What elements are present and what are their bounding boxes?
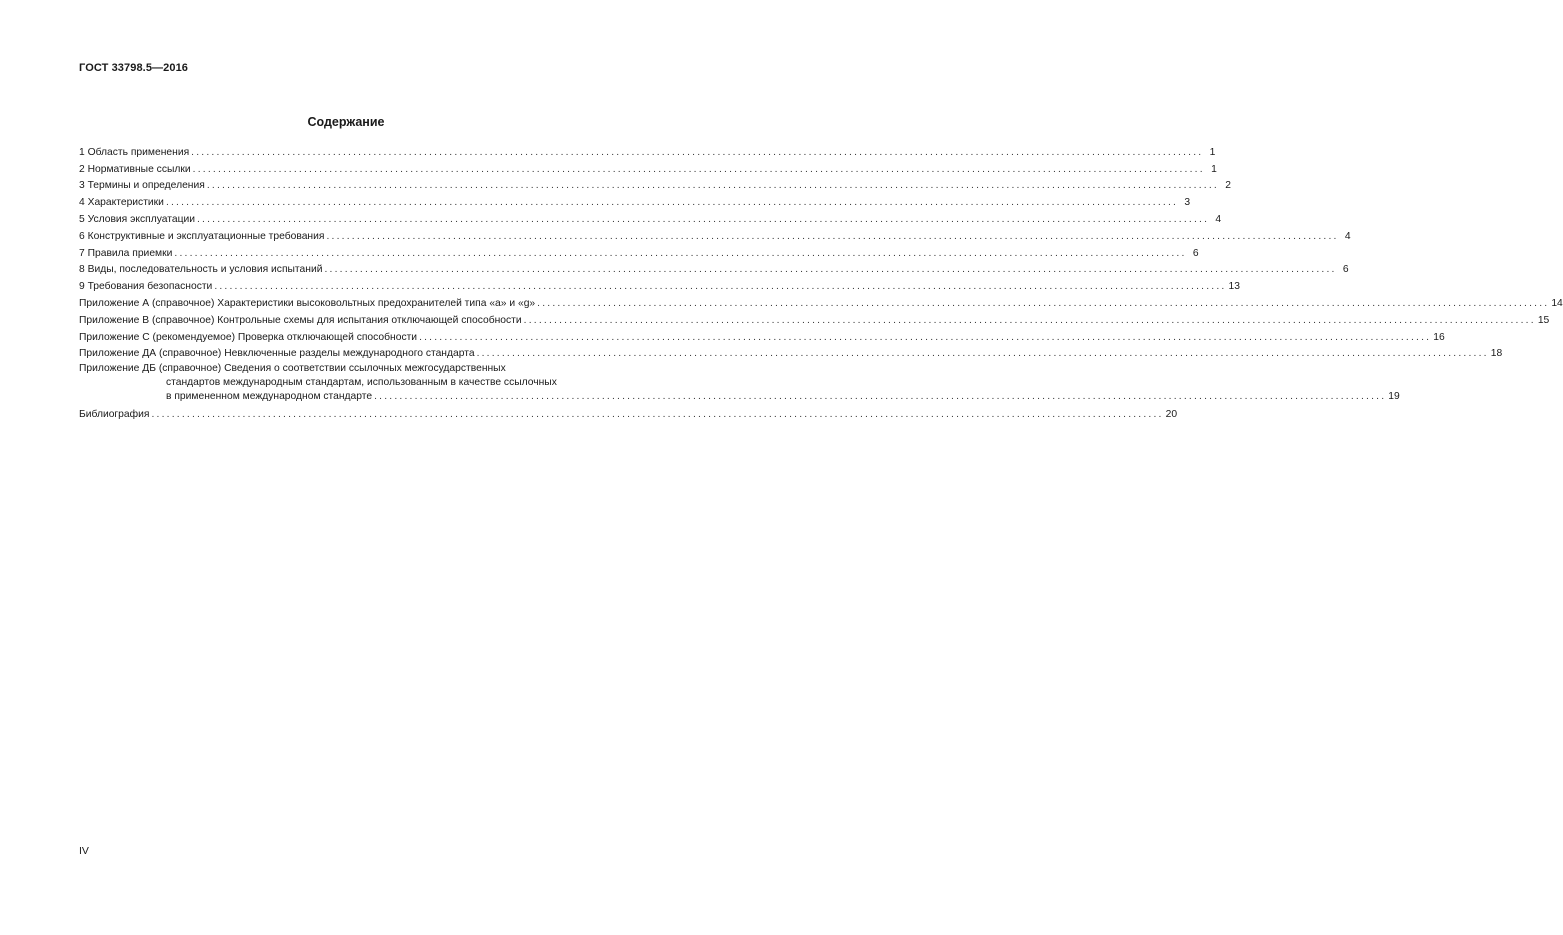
toc-entry-3[interactable] [79, 176, 1231, 193]
toc-entry-label: 5 Условия эксплуатации [79, 213, 195, 225]
toc-entry-5[interactable] [79, 209, 1222, 226]
toc-entry-label: Приложение А (справочное) Характеристики высоковольтных предохранителей типа «а» и «g» [79, 297, 536, 309]
toc-entry-label: 3 Термины и определения [79, 180, 205, 192]
toc-entry-label-line2: стандартов международным стандартам, использованным в качестве ссылочных [166, 376, 557, 388]
leader-dots: ........................................................................................................................................................................................................ [374, 390, 1387, 402]
toc-entry-page: 14 [1551, 297, 1563, 309]
toc-entry-1[interactable] [79, 142, 1216, 159]
toc-entry-appendix-b[interactable] [79, 310, 1550, 327]
leader-dots: ........................................................................................................................................................................................................ [151, 409, 1164, 421]
toc-entry-page: 3 [1184, 197, 1191, 209]
toc-entry-label: 8 Виды, последовательность и условия испытаний [79, 264, 323, 276]
toc-entry-page: 1 [1211, 163, 1217, 175]
toc-entry-appendix-db[interactable] [79, 362, 1400, 402]
leader-dots: ........................................................................................................................................................................................................ [214, 281, 1227, 293]
toc-entry-label: Библиография [79, 409, 150, 421]
leader-dots: ........................................................................................................................................................................................................ [191, 146, 1204, 158]
leader-dots: ........................................................................................................................................................................................................ [537, 297, 1550, 309]
table-of-contents [79, 142, 1563, 421]
leader-dots: ........................................................................................................................................................................................................ [523, 314, 1536, 326]
toc-entry-8[interactable] [79, 260, 1349, 277]
leader-dots: ........................................................................................................................................................................................................ [192, 163, 1205, 175]
toc-entry-page: 19 [1388, 390, 1400, 402]
toc-entry-page: 13 [1228, 281, 1240, 293]
toc-entry-page: 15 [1537, 314, 1550, 326]
toc-entry-label: 1 Область применения [79, 146, 190, 158]
toc-entry-label: Приложение С (рекомендуемое) Проверка отключающей способности [79, 331, 418, 343]
leader-dots: ........................................................................................................................................................................................................ [324, 264, 1337, 276]
leader-dots: ........................................................................................................................................................................................................ [174, 247, 1187, 259]
toc-entry-page: 16 [1433, 331, 1445, 343]
toc-entry-bibliography[interactable] [79, 405, 1178, 422]
leader-dots: ........................................................................................................................................................................................................ [326, 230, 1339, 242]
toc-entry-appendix-da[interactable] [79, 344, 1503, 361]
toc-entry-page: 1 [1209, 146, 1216, 158]
leader-dots: ........................................................................................................................................................................................................ [196, 213, 1210, 225]
leader-dots: ........................................................................................................................................................................................................ [206, 180, 1219, 192]
toc-entry-label: 2 Нормативные ссылки [79, 163, 191, 175]
leader-dots: ........................................................................................................................................................................................................ [419, 331, 1432, 343]
standard-designation: ГОСТ 33798.5—2016 [79, 62, 189, 74]
page-folio: IV [79, 845, 89, 857]
toc-entry-label: Приложение ДА (справочное) Невключенные разделы международного стандарта [79, 348, 475, 360]
toc-entry-7[interactable] [79, 243, 1199, 260]
toc-entry-label-line3: в примененном международном стандарте [166, 390, 373, 402]
toc-entry-page: 2 [1225, 180, 1231, 192]
leader-dots: ........................................................................................................................................................................................................ [476, 348, 1489, 360]
toc-entry-label: 7 Правила приемки [79, 247, 173, 259]
toc-entry-9[interactable] [79, 276, 1240, 293]
toc-title: Содержание [307, 115, 385, 129]
toc-entry-label: 6 Конструктивные и эксплуатационные требования [79, 230, 325, 242]
toc-entry-label: Приложение В (справочное) Контрольные схемы для испытания отключающей способности [79, 314, 522, 326]
toc-entry-page: 4 [1215, 213, 1222, 225]
toc-entry-4[interactable] [79, 192, 1191, 209]
toc-entry-page: 6 [1342, 264, 1349, 276]
leader-dots: ........................................................................................................................................................................................................ [165, 197, 1179, 209]
toc-entry-page: 18 [1490, 348, 1503, 360]
toc-entry-label: 9 Требования безопасности [79, 281, 213, 293]
toc-entry-appendix-c[interactable] [79, 327, 1445, 344]
toc-entry-page: 4 [1344, 230, 1351, 242]
toc-entry-6[interactable] [79, 226, 1351, 243]
toc-entry-label: 4 Характеристики [79, 197, 164, 209]
toc-entry-page: 6 [1192, 247, 1199, 259]
toc-entry-appendix-a[interactable] [79, 293, 1563, 310]
toc-entry-page: 20 [1165, 409, 1178, 421]
toc-entry-2[interactable] [79, 159, 1217, 176]
toc-entry-label-line1: Приложение ДБ (справочное) Сведения о соответствии ссылочных межгосударственных [79, 363, 506, 375]
